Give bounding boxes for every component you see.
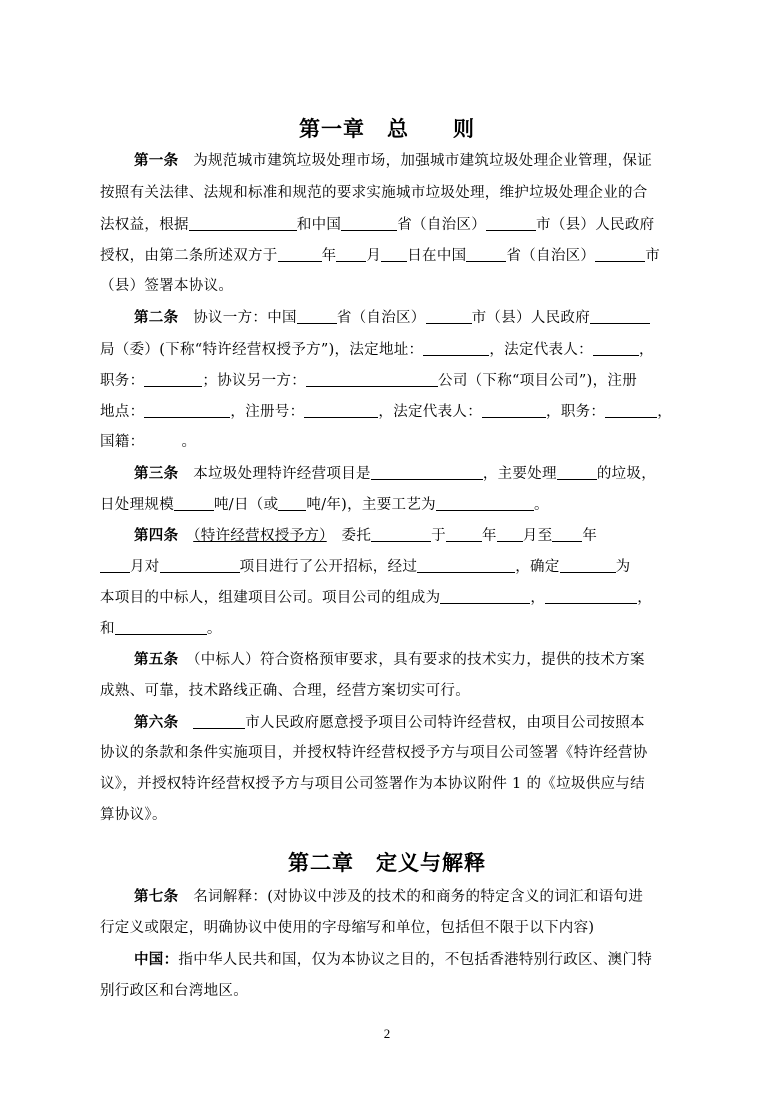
blank-field	[545, 587, 637, 604]
blank-field	[278, 245, 322, 262]
blank-field	[486, 214, 536, 231]
article-2-line-2: 局（委）(下称“特许经营权授予方”)，法定地址： ，法定代表人： ，	[100, 339, 654, 360]
blank-field	[497, 525, 523, 542]
blank-field	[605, 401, 657, 418]
article-5-line-1: 第五条 （中标人）符合资格预审要求，具有要求的技术实力，提供的技术方案	[134, 652, 645, 668]
article-2-line-4: 地点： ，注册号： ，法定代表人： ，职务： ，	[100, 401, 672, 422]
article-6-line-4: 算协议》。	[100, 807, 167, 823]
blank-field	[189, 214, 297, 231]
blank-field	[100, 556, 130, 573]
blank-field	[417, 556, 515, 573]
blank-field	[306, 370, 438, 387]
definition-china-line-2: 别行政区和台湾地区。	[100, 983, 248, 999]
article-3-line-2: 日处理规模 吨/日（或 吨/年)，主要工艺为 。	[100, 494, 549, 515]
article-3-label: 第三条	[134, 466, 179, 482]
article-1-line-5: （县）签署本协议。	[100, 278, 234, 294]
article-6-line-2: 协议的条款和条件实施项目，并授权特许经营权授予方与项目公司签署《特许经营协	[100, 745, 648, 761]
article-4-line-1: 第四条 （特许经营权授予方） 委托 于 年 月至 年	[134, 525, 597, 546]
article-6-line-3: 议》，并授权特许经营权授予方与项目公司签署作为本协议附件 1 的《垃圾供应与结	[100, 776, 645, 792]
article-2-line-1: 第二条 协议一方：中国 省（自治区） 市（县）人民政府	[134, 307, 650, 328]
article-2-label: 第二条	[134, 310, 179, 326]
blank-field	[590, 307, 650, 324]
article-7-line-2: 行定义或限定，明确协议中使用的字母缩写和单位，包括但不限于以下内容)	[100, 920, 595, 936]
article-4-label: 第四条	[134, 528, 179, 544]
blank-field	[297, 307, 337, 324]
article-5-line-2: 成熟、可靠，技术路线正确、合理，经营方案切实可行。	[100, 683, 470, 699]
blank-field	[381, 245, 407, 262]
article-4-line-4: 和 。	[100, 618, 222, 639]
blank-field	[115, 618, 207, 635]
blank-field	[593, 339, 639, 356]
blank-field	[144, 370, 202, 387]
chapter-2-title: 第二章 定义与解释	[288, 851, 486, 875]
blank-field	[371, 463, 483, 480]
article-6-line-1: 第六条 市人民政府愿意授予项目公司特许经营权，由项目公司按照本	[134, 712, 645, 733]
article-7-line-1: 第七条 名词解释：(对协议中涉及的技术的和商务的特定含义的词汇和语句进	[134, 889, 644, 905]
blank-field	[446, 525, 482, 542]
article-3-line-1: 第三条 本垃圾处理特许经营项目是 ，主要处理 的垃圾，	[134, 463, 656, 484]
article-2-line-3: 职务： ；协议另一方： 公司（下称“项目公司”)，注册	[100, 370, 637, 391]
blank-field	[371, 525, 431, 542]
blank-field	[336, 245, 366, 262]
blank-field	[595, 245, 645, 262]
blank-field	[436, 494, 534, 511]
blank-field	[304, 401, 378, 418]
definition-china-line-1: 中国：指中华人民共和国，仅为本协议之目的，不包括香港特别行政区、澳门特	[134, 952, 653, 968]
blank-field	[440, 587, 530, 604]
article-1-label: 第一条	[134, 153, 179, 169]
blank-field	[482, 401, 546, 418]
blank-field	[193, 712, 245, 729]
definition-term: 中国：	[134, 952, 179, 968]
article-1-line-2: 按照有关法律、法规和标准和规范的要求实施城市垃圾处理，维护垃圾处理企业的合	[100, 185, 648, 201]
article-5-label: 第五条	[134, 652, 179, 668]
blank-field	[552, 525, 582, 542]
article-6-label: 第六条	[134, 715, 179, 731]
article-4-line-3: 本项目的中标人，组建项目公司。项目公司的组成为 ， ，	[100, 587, 652, 608]
blank-field	[466, 245, 506, 262]
article-4-line-2: 月对 项目进行了公开招标，经过 ，确定 为	[100, 556, 630, 577]
blank-field	[174, 494, 214, 511]
grantor-placeholder: （特许经营权授予方）	[193, 528, 327, 544]
page-number: 2	[383, 1026, 391, 1041]
article-1-line-4: 授权，由第二条所述双方于 年 月 日在中国 省（自治区） 市	[100, 245, 660, 266]
blank-field	[423, 339, 489, 356]
article-1-line-3: 法权益，根据 和中国 省（自治区） 市（县）人民政府	[100, 214, 654, 235]
blank-field	[426, 307, 472, 324]
blank-field	[341, 214, 397, 231]
blank-field	[560, 556, 616, 573]
article-2-line-5: 国籍： 。	[100, 434, 197, 450]
blank-field	[557, 463, 597, 480]
blank-field	[278, 494, 306, 511]
blank-field	[144, 401, 230, 418]
article-7-label: 第七条	[134, 889, 179, 905]
article-1-line-1: 第一条 为规范城市建筑垃圾处理市场，加强城市建筑垃圾处理企业管理，保证	[134, 153, 653, 169]
chapter-1-title: 第一章 总 则	[299, 117, 475, 141]
blank-field	[160, 556, 240, 573]
